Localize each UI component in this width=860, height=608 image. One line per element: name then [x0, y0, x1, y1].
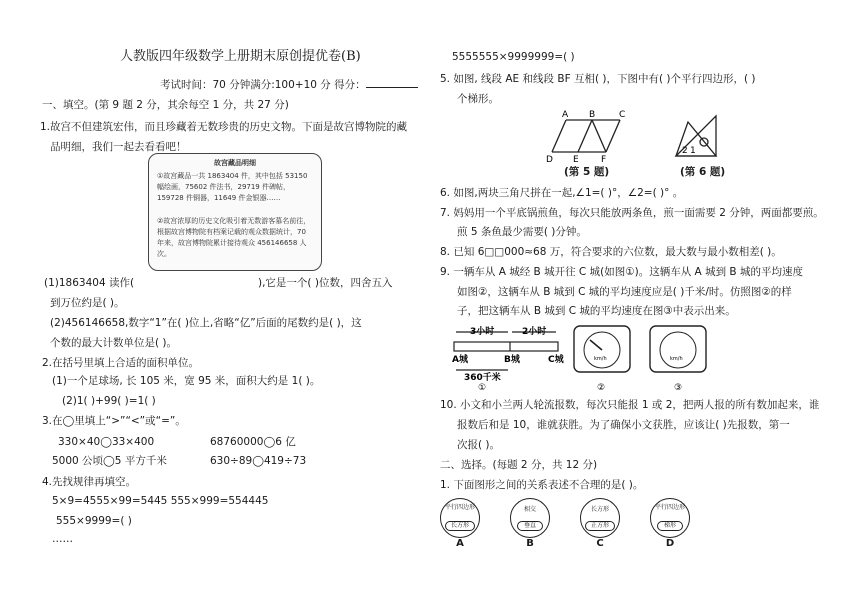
section-2-heading: 二、选择。(每题 2 分，共 12 分)	[440, 459, 598, 471]
choice-b[interactable]	[510, 498, 550, 549]
letter-c: C	[596, 538, 604, 549]
q4-line2: 555×9999=( )	[56, 515, 132, 527]
q3-a: 330×40◯33×400	[58, 436, 155, 448]
card-paragraph-2: ②故宫浓厚的历史文化吸引着无数游客慕名前往，根据故宫博物院有档案记载的观众数据统计，70 年来，故宫博物院累计接待观众 456146658 人次。	[157, 217, 311, 258]
q3-c: 5000 公顷◯5 平方千米	[52, 455, 167, 467]
inner-label-d: 梯形	[657, 521, 683, 531]
museum-card	[148, 153, 322, 271]
fig9-city-b: B城	[504, 355, 520, 365]
speedometer-3[interactable]	[650, 326, 706, 393]
q2-heading: 2.在括号里填上合适的面积单位。	[42, 357, 200, 369]
section-1-heading: 一、填空。(第 9 题 2 分，其余每空 1 分，共 27 分)	[42, 99, 289, 111]
fig9-marker-2: ②	[597, 383, 606, 393]
label-c: C	[619, 110, 626, 120]
figure-5-caption: (第 5 题)	[564, 166, 610, 178]
q4-heading: 4.先找规律再填空。	[42, 476, 137, 488]
unit-2: km/h	[594, 356, 607, 362]
q4-ellipsis: ……	[52, 533, 73, 545]
label-f: F	[601, 155, 607, 165]
fig9-marker-1: ①	[478, 383, 487, 393]
inner-label-b: 垂直	[517, 521, 543, 531]
outer-circle-b	[510, 498, 550, 538]
q7-line2: 煎 5 条鱼最少需要( )分钟。	[457, 226, 587, 238]
s2-q1: 1. 下面图形之间的关系表述不合理的是( )。	[440, 479, 644, 491]
q6: 6. 如图,两块三角尺拼在一起,∠1=( )°，∠2=( )° 。	[440, 187, 684, 199]
page-title: 人教版四年级数学上册期末原创提优卷(B)	[120, 49, 361, 64]
label-b: B	[589, 110, 596, 120]
inner-label-a: 长方形	[445, 521, 475, 531]
q10-line1: 10. 小文和小兰两人轮流报数，每次只能报 1 或 2，把两人报的所有数加起来，谁	[440, 399, 820, 411]
q9-line3: 子，把这辆车从 B 城到 C 城的平均速度在图③中表示出来。	[457, 305, 736, 317]
q1-1-part-b: ),它是一个( )位数，四舍五入	[258, 277, 393, 289]
svg-text:1: 1	[690, 146, 696, 156]
outer-circle-c	[580, 498, 620, 538]
exam-info	[160, 77, 418, 92]
figure-9	[452, 324, 832, 393]
fig9-city-a: A城	[452, 355, 468, 365]
choice-a[interactable]	[440, 498, 480, 549]
letter-d: D	[665, 538, 675, 549]
inner-label-c: 正方形	[585, 521, 615, 531]
speedometer-2	[574, 326, 630, 393]
q9-line2: 如图②，这辆车从 B 城到 C 城的平均速度应是( )千米/时。仿照图②的样	[457, 286, 792, 298]
score-blank[interactable]	[366, 77, 418, 88]
figure-6-set-squares	[670, 112, 726, 162]
outer-label-c: 长方形	[590, 506, 609, 513]
outer-label-a: 平行四边形	[444, 504, 475, 511]
label-e: E	[573, 155, 579, 165]
card-title: 故宫藏品明细	[214, 159, 256, 167]
q1-line1: 1.故宫不但建筑宏伟，而且珍藏着无数珍贵的历史文物。下面是故宫博物院的藏	[40, 121, 408, 133]
q10-line3: 次报( )。	[457, 439, 501, 451]
q1-line2: 品明细，我们一起去看看吧！	[50, 141, 187, 153]
choice-d[interactable]	[650, 498, 690, 549]
letter-b: B	[526, 538, 534, 549]
q3-d: 630÷89◯419÷73	[210, 455, 307, 467]
letter-a: A	[456, 538, 464, 549]
choices-row	[440, 498, 700, 558]
q1-2-line2: 个数的最大计数单位是( )。	[50, 337, 178, 349]
q7-line1: 7. 妈妈用一个平底锅煎鱼，每次只能放两条鱼，煎一面需要 2 分钟，两面都要煎。	[440, 207, 824, 219]
q10-line2: 报数后和是 10，谁就获胜。为了确保小文获胜，应该让( )先报数，第一	[457, 419, 790, 431]
q9-line1: 9. 一辆车从 A 城经 B 城开往 C 城(如图①)。这辆车从 A 城到 B 城的平均速度	[440, 266, 803, 278]
q2-2: (2)1( )+99( )=1( )	[62, 395, 156, 407]
q1-1-part-c: 到万位约是( )。	[50, 297, 125, 309]
outer-circle-d	[650, 498, 690, 538]
figure-6-caption: (第 6 题)	[680, 166, 726, 178]
q5-line1: 5. 如图, 线段 AE 和线段 BF 互相( )，下图中有( )个平行四边形，( )	[440, 73, 756, 85]
q5-line2: 个梯形。	[457, 93, 499, 105]
label-a: A	[562, 110, 569, 120]
svg-text:2: 2	[682, 146, 688, 156]
figure-5-parallelograms	[540, 112, 640, 164]
fig9-marker-3: ③	[674, 383, 683, 393]
q8: 8. 已知 6□□000≈68 万，符合要求的六位数，最大数与最小数相差( )。	[440, 246, 782, 258]
outer-circle-a	[440, 498, 480, 538]
q1-1-part-a: (1)1863404 读作(	[44, 277, 135, 289]
q3-b: 68760000◯6 亿	[210, 436, 296, 448]
q4-continued: 5555555×9999999=( )	[452, 51, 575, 63]
exam-info-text: 考试时间：70 分钟满分:100+10 分 得分：	[160, 79, 366, 91]
choice-c[interactable]	[580, 498, 620, 549]
label-d: D	[546, 155, 553, 165]
q2-1: (1)一个足球场, 长 105 米，宽 95 米，面积大约是 1( )。	[52, 375, 321, 387]
q4-line1: 5×9=4555×99=5445 555×999=554445	[52, 495, 269, 507]
fig9-distance: 360千米	[464, 373, 501, 383]
unit-3: km/h	[670, 356, 683, 362]
outer-label-b: 相交	[523, 506, 536, 513]
card-paragraph-1: ①故宫藏品一共 1863404 件，其中包括 53150 幅绘画，75602 件法书，29719 件碑帖，159728 件铜器，11649 件金银器……	[157, 172, 308, 202]
q1-2-line1: (2)456146658,数字“1”在( )位上,省略“亿”后面的尾数约是( )，这	[50, 317, 362, 329]
fig9-time1: 3小时	[470, 327, 495, 337]
fig9-time2: 2小时	[522, 327, 547, 337]
fig9-city-c: C城	[548, 355, 564, 365]
outer-label-d: 平行四边形	[654, 504, 685, 511]
q3-heading: 3.在◯里填上“>”“<”或“=”。	[42, 415, 186, 427]
